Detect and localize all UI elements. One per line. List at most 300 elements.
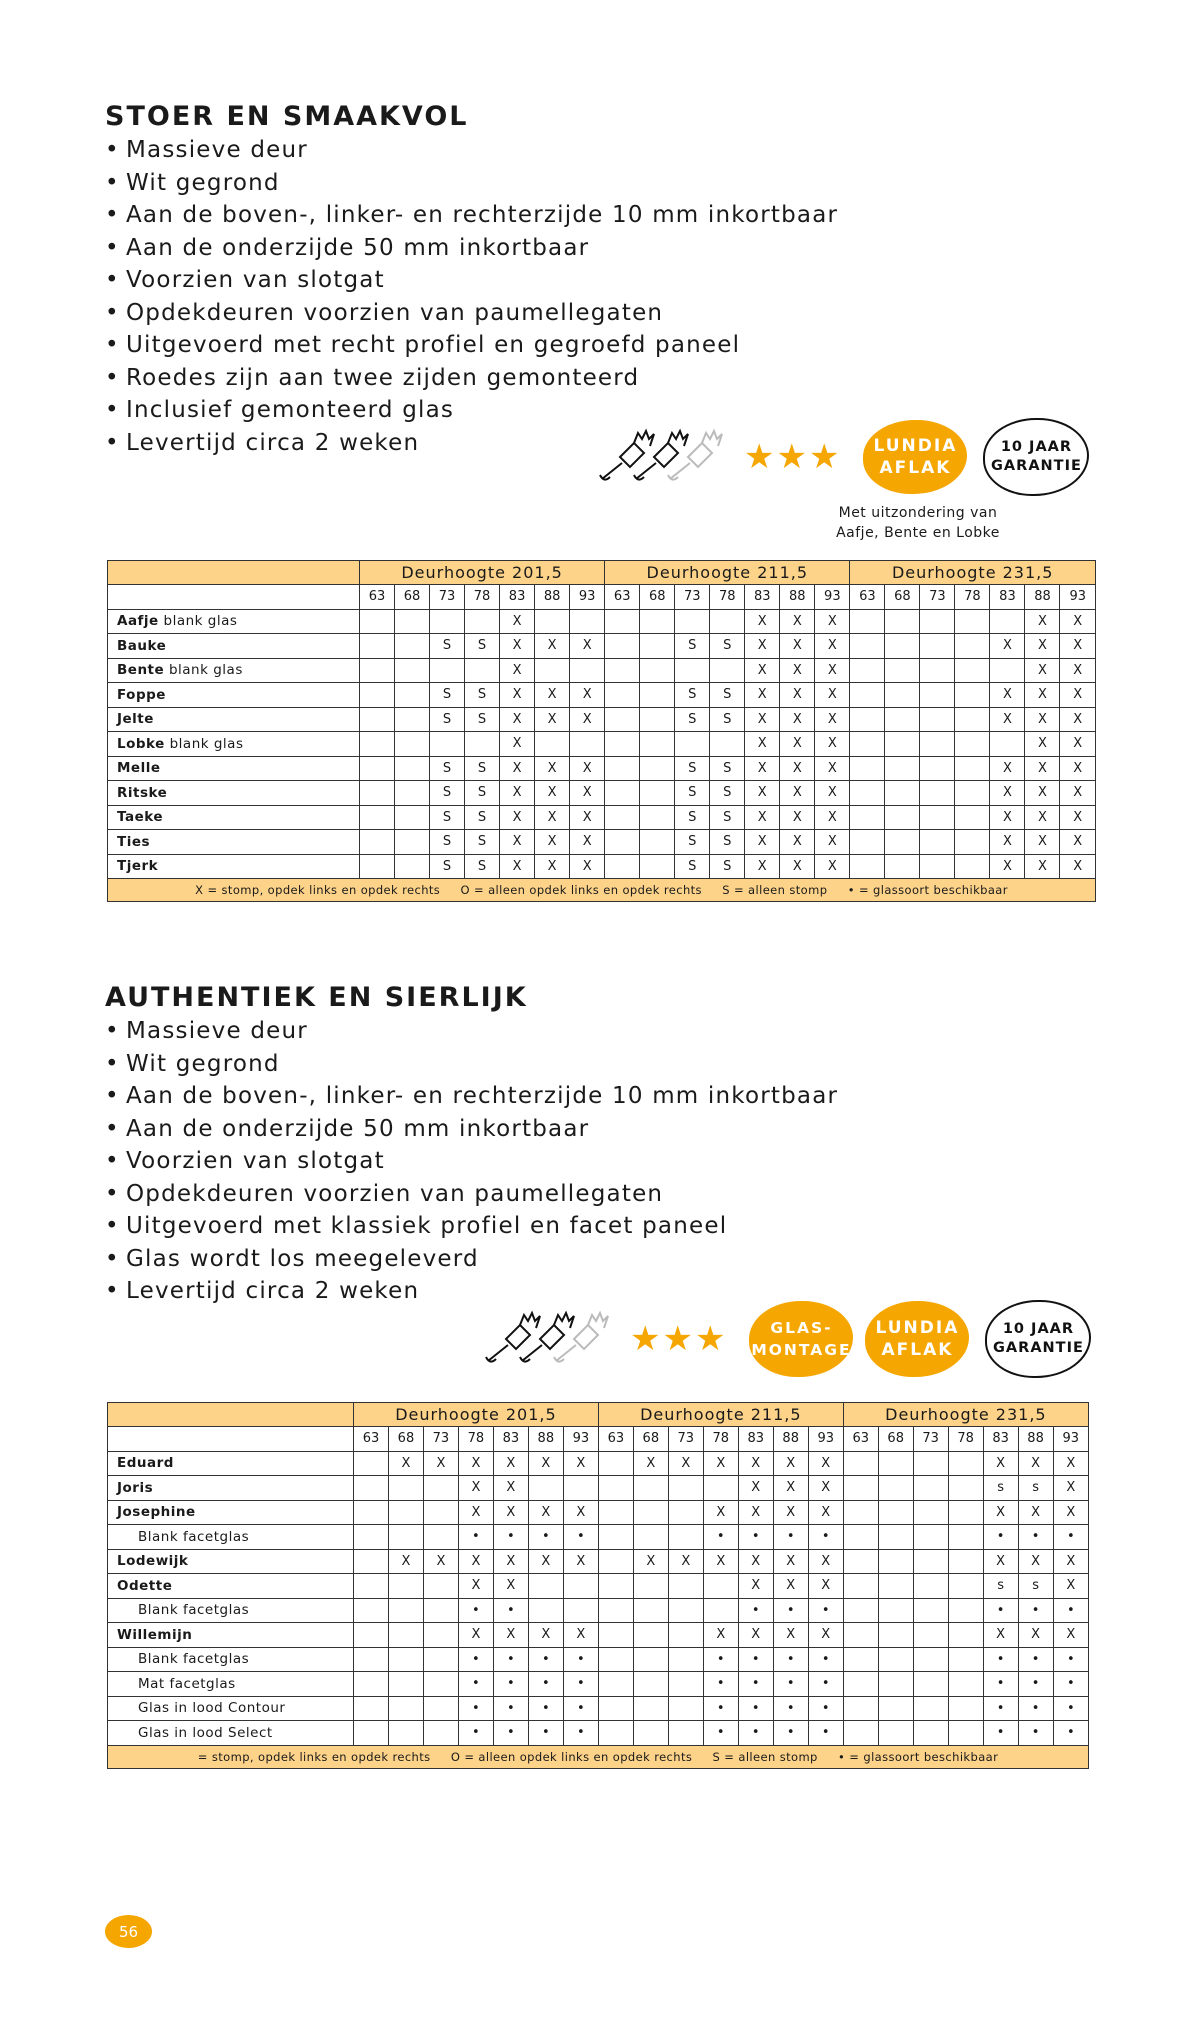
availability-cell	[955, 658, 990, 683]
availability-cell	[843, 1574, 878, 1599]
availability-cell: •	[703, 1647, 738, 1672]
availability-cell: X	[983, 1451, 1018, 1476]
availability-cell: X	[1025, 756, 1060, 781]
availability-cell: •	[1018, 1721, 1053, 1746]
availability-cell	[843, 1525, 878, 1550]
availability-cell	[710, 658, 745, 683]
availability-cell	[633, 1598, 668, 1623]
availability-cell: X	[535, 634, 570, 659]
availability-cell	[920, 756, 955, 781]
legend-text: X = stomp, opdek links en opdek rechts O = alleen opdek links en opdek rechts S = alleen stomp • = glassoort beschikbaar	[108, 879, 1096, 902]
table-row	[108, 1574, 1089, 1599]
availability-cell: X	[1025, 707, 1060, 732]
availability-cell	[388, 1672, 423, 1697]
availability-cell	[640, 634, 675, 659]
availability-cell	[360, 756, 395, 781]
width-header-cell: 73	[913, 1427, 948, 1452]
availability-cell	[395, 830, 430, 855]
availability-cell	[843, 1623, 878, 1648]
availability-cell	[605, 830, 640, 855]
feature-list	[105, 1015, 838, 1308]
availability-cell	[948, 1598, 983, 1623]
availability-cell: X	[780, 634, 815, 659]
availability-cell	[843, 1721, 878, 1746]
availability-cell: X	[570, 854, 605, 879]
availability-cell: X	[458, 1549, 493, 1574]
availability-cell	[948, 1500, 983, 1525]
availability-cell	[990, 609, 1025, 634]
availability-cell	[360, 707, 395, 732]
availability-cell: X	[493, 1476, 528, 1501]
availability-cell: X	[1025, 683, 1060, 708]
availability-cell: S	[710, 830, 745, 855]
availability-cell: X	[1060, 683, 1096, 708]
list-item: • Roedes zijn aan twee zijden gemonteerd	[105, 364, 640, 391]
availability-cell: S	[675, 634, 710, 659]
availability-cell: •	[1018, 1696, 1053, 1721]
availability-cell	[640, 805, 675, 830]
availability-cell	[535, 658, 570, 683]
availability-cell: S	[430, 634, 465, 659]
availability-cell	[843, 1647, 878, 1672]
size-table	[107, 1402, 1089, 1769]
availability-cell	[465, 658, 500, 683]
availability-cell: •	[738, 1525, 773, 1550]
door-model-name: Lodewijk	[108, 1549, 354, 1574]
height-group-header: Deurhoogte 231,5	[850, 561, 1096, 585]
availability-cell	[955, 756, 990, 781]
availability-cell: •	[1053, 1525, 1088, 1550]
availability-cell: X	[815, 830, 850, 855]
paint-brush-icon	[478, 1309, 618, 1369]
width-header-cell: 93	[815, 585, 850, 610]
availability-cell: X	[1060, 854, 1096, 879]
availability-cell	[920, 658, 955, 683]
availability-cell	[605, 781, 640, 806]
list-item: • Inclusief gemonteerd glas	[105, 397, 455, 423]
availability-cell: X	[738, 1451, 773, 1476]
availability-cell	[605, 609, 640, 634]
availability-cell	[850, 707, 885, 732]
availability-cell	[990, 658, 1025, 683]
availability-cell	[913, 1696, 948, 1721]
availability-cell: X	[1053, 1623, 1088, 1648]
availability-cell	[668, 1598, 703, 1623]
availability-cell: •	[493, 1525, 528, 1550]
availability-cell: X	[500, 781, 535, 806]
width-header-cell: 68	[388, 1427, 423, 1452]
availability-cell	[640, 609, 675, 634]
availability-cell	[878, 1647, 913, 1672]
paint-brush-icon	[592, 427, 732, 487]
rating-badges	[592, 418, 1089, 496]
width-header-cell: 83	[990, 585, 1025, 610]
width-header-cell: 88	[780, 585, 815, 610]
list-item: • Massieve deur	[105, 1018, 308, 1044]
availability-cell: •	[458, 1696, 493, 1721]
availability-cell: •	[458, 1598, 493, 1623]
availability-cell: X	[780, 830, 815, 855]
list-item: • Opdekdeuren voorzien van paumellegaten	[105, 1180, 664, 1207]
availability-cell	[668, 1476, 703, 1501]
availability-cell: X	[570, 781, 605, 806]
availability-cell	[955, 732, 990, 757]
availability-cell: X	[703, 1549, 738, 1574]
width-header-cell: 88	[1018, 1427, 1053, 1452]
availability-cell	[633, 1672, 668, 1697]
availability-cell: •	[808, 1647, 843, 1672]
availability-cell	[640, 781, 675, 806]
availability-cell: X	[773, 1476, 808, 1501]
availability-cell	[395, 707, 430, 732]
availability-cell: X	[745, 634, 780, 659]
availability-cell: •	[738, 1721, 773, 1746]
availability-cell: •	[458, 1721, 493, 1746]
availability-cell	[878, 1549, 913, 1574]
availability-cell	[955, 805, 990, 830]
availability-cell: X	[773, 1549, 808, 1574]
availability-cell: •	[528, 1647, 563, 1672]
width-header-cell: 83	[745, 585, 780, 610]
availability-cell	[710, 732, 745, 757]
availability-cell: •	[1018, 1647, 1053, 1672]
table-row	[108, 634, 1096, 659]
width-header-cell: 93	[808, 1427, 843, 1452]
width-header-cell: 63	[850, 585, 885, 610]
list-item: • Wit gegrond	[105, 169, 280, 196]
list-item: • Voorzien van slotgat	[105, 267, 385, 293]
availability-cell: X	[780, 854, 815, 879]
availability-cell: X	[990, 854, 1025, 879]
availability-cell	[850, 609, 885, 634]
availability-cell	[528, 1598, 563, 1623]
width-header-cell: 83	[493, 1427, 528, 1452]
availability-cell: X	[570, 830, 605, 855]
availability-cell: X	[808, 1574, 843, 1599]
width-header-cell: 78	[703, 1427, 738, 1452]
availability-cell: X	[528, 1500, 563, 1525]
availability-cell: X	[563, 1500, 598, 1525]
width-header-cell: 78	[710, 585, 745, 610]
table-row	[108, 805, 1096, 830]
availability-cell	[360, 854, 395, 879]
availability-cell	[633, 1623, 668, 1648]
availability-cell: X	[815, 732, 850, 757]
availability-cell	[354, 1476, 389, 1501]
table-row	[108, 756, 1096, 781]
availability-cell: •	[773, 1647, 808, 1672]
availability-cell: S	[675, 805, 710, 830]
availability-cell: S	[430, 781, 465, 806]
availability-cell: •	[808, 1598, 843, 1623]
availability-cell: •	[528, 1721, 563, 1746]
availability-cell: •	[703, 1672, 738, 1697]
availability-cell: X	[1053, 1476, 1088, 1501]
availability-cell: X	[563, 1549, 598, 1574]
door-model-name: Blank facetglas	[108, 1525, 354, 1550]
availability-cell: •	[493, 1672, 528, 1697]
availability-cell	[990, 732, 1025, 757]
table-row	[108, 854, 1096, 879]
availability-cell	[535, 609, 570, 634]
availability-cell: X	[500, 658, 535, 683]
availability-cell	[395, 683, 430, 708]
availability-cell	[465, 609, 500, 634]
width-header-cell: 68	[633, 1427, 668, 1452]
availability-cell	[885, 707, 920, 732]
availability-cell	[885, 683, 920, 708]
width-header-cell: 78	[465, 585, 500, 610]
width-header-row	[108, 585, 1096, 610]
availability-cell: X	[633, 1549, 668, 1574]
availability-cell: •	[808, 1525, 843, 1550]
availability-cell	[920, 781, 955, 806]
list-item: • Voorzien van slotgat	[105, 1148, 385, 1174]
availability-cell	[633, 1574, 668, 1599]
availability-cell: X	[1060, 707, 1096, 732]
availability-cell: X	[458, 1623, 493, 1648]
table-row	[108, 1672, 1089, 1697]
availability-cell	[598, 1623, 633, 1648]
width-header-cell: 73	[675, 585, 710, 610]
availability-cell	[913, 1451, 948, 1476]
availability-cell: X	[1060, 805, 1096, 830]
availability-cell	[633, 1721, 668, 1746]
availability-cell: X	[1018, 1451, 1053, 1476]
availability-cell: X	[745, 732, 780, 757]
availability-cell	[913, 1623, 948, 1648]
availability-cell	[598, 1696, 633, 1721]
availability-cell	[668, 1525, 703, 1550]
availability-cell: X	[815, 756, 850, 781]
availability-cell	[668, 1647, 703, 1672]
availability-cell: X	[528, 1451, 563, 1476]
availability-cell: X	[570, 707, 605, 732]
availability-cell	[465, 732, 500, 757]
table-row	[108, 732, 1096, 757]
availability-cell	[675, 732, 710, 757]
width-header-row	[108, 1427, 1089, 1452]
page-number: 56	[105, 1915, 152, 1948]
availability-cell	[633, 1647, 668, 1672]
availability-cell	[885, 854, 920, 879]
availability-cell: X	[1025, 609, 1060, 634]
availability-cell	[668, 1574, 703, 1599]
width-header-cell: 93	[1053, 1427, 1088, 1452]
availability-cell	[703, 1574, 738, 1599]
availability-cell	[878, 1696, 913, 1721]
availability-cell: S	[675, 854, 710, 879]
door-model-name: Mat facetglas	[108, 1672, 354, 1697]
availability-cell	[668, 1721, 703, 1746]
width-header-cell: 63	[843, 1427, 878, 1452]
width-header-cell: 68	[878, 1427, 913, 1452]
availability-cell: X	[1053, 1500, 1088, 1525]
availability-cell: X	[738, 1623, 773, 1648]
availability-cell: •	[773, 1721, 808, 1746]
availability-cell	[395, 732, 430, 757]
list-item: • Levertijd circa 2 weken	[105, 429, 420, 456]
availability-cell	[843, 1549, 878, 1574]
availability-cell: X	[983, 1500, 1018, 1525]
availability-cell	[605, 658, 640, 683]
availability-cell	[598, 1549, 633, 1574]
availability-cell: X	[535, 830, 570, 855]
table-row	[108, 1623, 1089, 1648]
garantie-badge: 10 JAAR GARANTIE	[985, 1300, 1091, 1378]
availability-cell	[388, 1476, 423, 1501]
availability-cell: •	[563, 1672, 598, 1697]
availability-cell	[640, 830, 675, 855]
availability-cell	[388, 1647, 423, 1672]
table-row	[108, 781, 1096, 806]
section-title: STOER EN SMAAKVOL	[105, 101, 469, 132]
availability-cell: X	[500, 854, 535, 879]
availability-cell	[675, 658, 710, 683]
availability-cell	[633, 1500, 668, 1525]
availability-cell	[878, 1525, 913, 1550]
availability-cell: X	[780, 683, 815, 708]
availability-cell	[710, 609, 745, 634]
availability-cell	[640, 732, 675, 757]
availability-cell	[360, 732, 395, 757]
availability-cell	[955, 634, 990, 659]
availability-cell: X	[1053, 1451, 1088, 1476]
header-empty-cell	[108, 585, 360, 610]
availability-cell	[423, 1476, 458, 1501]
header-empty-cell	[108, 1403, 354, 1427]
availability-cell	[920, 854, 955, 879]
availability-cell: X	[500, 683, 535, 708]
availability-cell: X	[493, 1574, 528, 1599]
width-header-cell: 93	[563, 1427, 598, 1452]
availability-cell: s	[983, 1476, 1018, 1501]
availability-cell: X	[808, 1500, 843, 1525]
availability-cell	[360, 805, 395, 830]
availability-cell	[430, 732, 465, 757]
feature-list	[105, 134, 838, 459]
availability-cell: •	[458, 1672, 493, 1697]
table-legend-row	[108, 879, 1096, 902]
availability-cell	[360, 658, 395, 683]
availability-cell: X	[745, 756, 780, 781]
availability-cell: X	[990, 781, 1025, 806]
availability-cell	[423, 1500, 458, 1525]
availability-cell: S	[710, 781, 745, 806]
availability-cell: X	[780, 707, 815, 732]
table-row	[108, 609, 1096, 634]
width-header-cell: 63	[605, 585, 640, 610]
availability-cell: X	[815, 634, 850, 659]
availability-cell: X	[990, 683, 1025, 708]
list-item: • Wit gegrond	[105, 1050, 280, 1077]
legend-text: = stomp, opdek links en opdek rechts O = alleen opdek links en opdek rechts S = alleen stomp • = glassoort beschikbaar	[108, 1745, 1089, 1768]
availability-cell: X	[815, 781, 850, 806]
availability-cell	[913, 1549, 948, 1574]
availability-cell: X	[1060, 830, 1096, 855]
door-model-name: Taeke	[108, 805, 360, 830]
availability-cell: X	[528, 1623, 563, 1648]
availability-cell: S	[465, 830, 500, 855]
availability-cell: •	[1018, 1598, 1053, 1623]
availability-cell: S	[675, 756, 710, 781]
availability-cell: X	[990, 805, 1025, 830]
width-header-cell: 63	[598, 1427, 633, 1452]
availability-cell: X	[780, 732, 815, 757]
availability-cell	[395, 756, 430, 781]
availability-cell: X	[423, 1451, 458, 1476]
availability-cell	[948, 1721, 983, 1746]
availability-cell: •	[983, 1598, 1018, 1623]
width-header-cell: 88	[535, 585, 570, 610]
availability-cell: S	[465, 805, 500, 830]
availability-cell: •	[493, 1647, 528, 1672]
availability-cell	[920, 683, 955, 708]
availability-cell: S	[710, 854, 745, 879]
availability-cell: X	[990, 756, 1025, 781]
availability-cell: •	[703, 1721, 738, 1746]
availability-cell	[640, 707, 675, 732]
table-row	[108, 1598, 1089, 1623]
availability-cell: •	[493, 1721, 528, 1746]
availability-cell	[640, 658, 675, 683]
availability-cell: X	[808, 1451, 843, 1476]
door-model-name: Willemijn	[108, 1623, 354, 1648]
availability-cell: X	[1060, 756, 1096, 781]
height-group-header: Deurhoogte 231,5	[843, 1403, 1088, 1427]
availability-cell	[948, 1574, 983, 1599]
availability-cell: •	[1053, 1696, 1088, 1721]
table-row	[108, 1451, 1089, 1476]
width-header-cell: 68	[885, 585, 920, 610]
availability-cell	[528, 1476, 563, 1501]
availability-cell: X	[458, 1574, 493, 1599]
availability-cell	[913, 1647, 948, 1672]
availability-cell	[850, 756, 885, 781]
width-header-cell: 63	[360, 585, 395, 610]
availability-cell: •	[983, 1525, 1018, 1550]
width-header-cell: 78	[458, 1427, 493, 1452]
availability-cell: X	[535, 854, 570, 879]
availability-cell: X	[535, 781, 570, 806]
availability-cell	[955, 683, 990, 708]
availability-cell	[668, 1500, 703, 1525]
availability-cell: X	[633, 1451, 668, 1476]
door-model-name: Jelte	[108, 707, 360, 732]
availability-cell: X	[745, 805, 780, 830]
availability-cell: X	[423, 1549, 458, 1574]
availability-cell	[850, 805, 885, 830]
availability-cell: X	[500, 609, 535, 634]
availability-cell: X	[535, 707, 570, 732]
availability-cell: •	[493, 1696, 528, 1721]
availability-cell	[955, 781, 990, 806]
table-row	[108, 1696, 1089, 1721]
availability-cell	[920, 830, 955, 855]
section-authentiek-en-sierlijk	[105, 981, 838, 1308]
availability-cell	[388, 1500, 423, 1525]
list-item: • Uitgevoerd met klassiek profiel en facet paneel	[105, 1213, 728, 1239]
availability-cell	[528, 1574, 563, 1599]
availability-cell: X	[703, 1500, 738, 1525]
availability-cell: •	[738, 1672, 773, 1697]
availability-cell: X	[745, 781, 780, 806]
door-model-name: Eduard	[108, 1451, 354, 1476]
availability-cell	[570, 609, 605, 634]
availability-cell: X	[570, 683, 605, 708]
availability-cell	[354, 1672, 389, 1697]
availability-cell	[668, 1623, 703, 1648]
